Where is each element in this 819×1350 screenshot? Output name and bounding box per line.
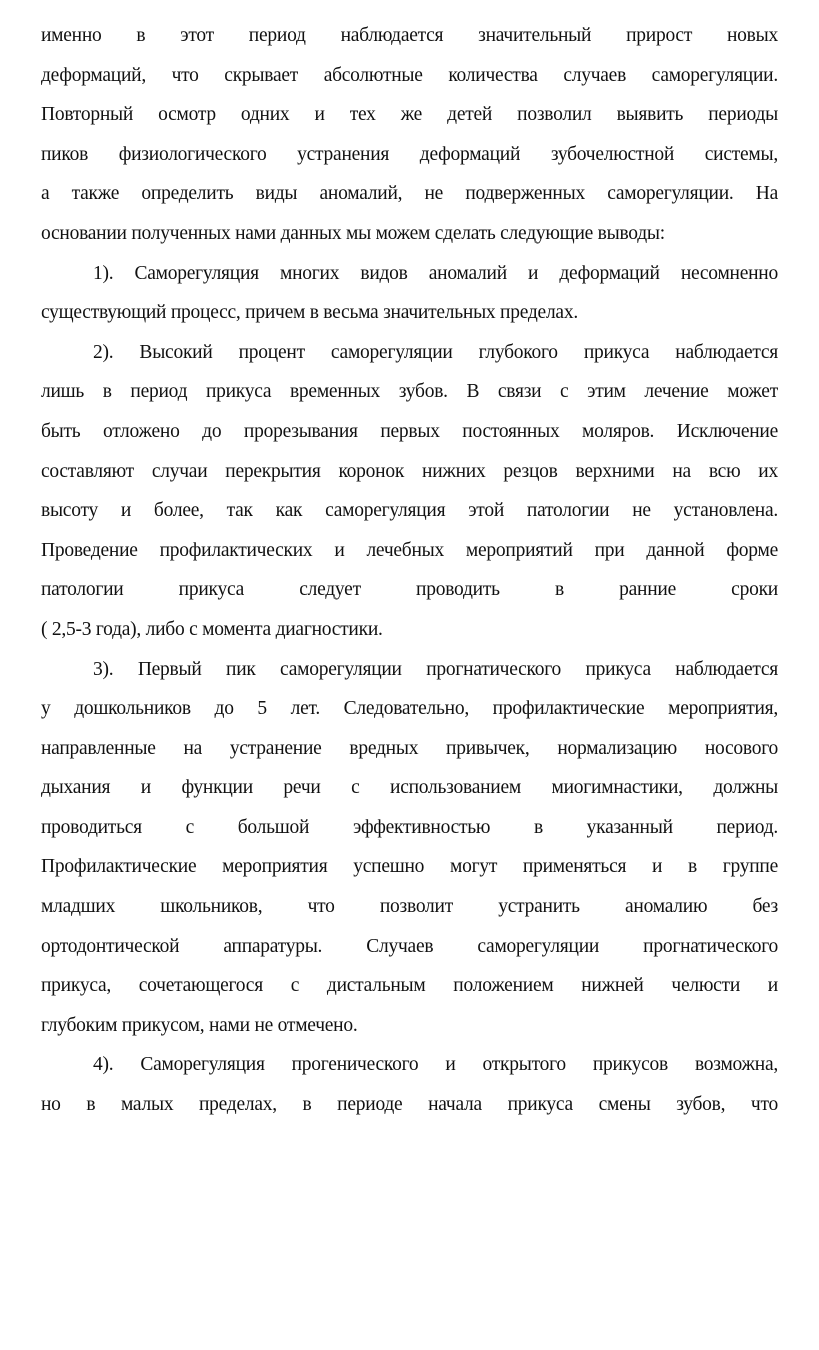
text-line: направленные на устранение вредных привычек, нормализацию носового bbox=[41, 737, 778, 759]
text-line: проводиться с большой эффективностью в указанный период. bbox=[41, 816, 778, 838]
text-line: 1). Саморегуляция многих видов аномалий и деформаций несомненно bbox=[93, 262, 778, 284]
text-line: именно в этот период наблюдается значительный прирост новых bbox=[41, 25, 778, 46]
text-line: но в малых пределах, в периоде начала прикуса смены зубов, что bbox=[41, 1094, 778, 1116]
text-line: существующий процесс, причем в весьма значительных пределах. bbox=[41, 302, 578, 324]
text-line: деформаций, что скрывает абсолютные количества случаев саморегуляции. bbox=[41, 64, 778, 86]
text-line: Профилактические мероприятия успешно могут применяться и в группе bbox=[41, 856, 778, 878]
text-line: высоту и более, так как саморегуляция этой патологии не установлена. bbox=[41, 500, 778, 522]
text-line: Повторный осмотр одних и тех же детей позволил выявить периоды bbox=[41, 104, 778, 126]
text-line: пиков физиологического устранения деформаций зубочелюстной системы, bbox=[41, 143, 778, 165]
document-page bbox=[41, 16, 778, 1125]
text-line: у дошкольников до 5 лет. Следовательно, профилактические мероприятия, bbox=[41, 698, 778, 720]
text-line: прикуса, сочетающегося с дистальным положением нижней челюсти и bbox=[41, 975, 778, 997]
text-line: составляют случаи перекрытия коронок нижних резцов верхними на всю их bbox=[41, 460, 778, 482]
text-line: ортодонтической аппаратуры. Случаев саморегуляции прогнатического bbox=[41, 935, 778, 957]
text-line: 4). Саморегуляция прогенического и открытого прикусов возможна, bbox=[93, 1054, 778, 1076]
text-line: 2). Высокий процент саморегуляции глубокого прикуса наблюдается bbox=[93, 341, 778, 363]
text-line: а также определить виды аномалий, не подверженных саморегуляции. На bbox=[41, 183, 778, 205]
text-line: быть отложено до прорезывания первых постоянных моляров. Исключение bbox=[41, 420, 778, 442]
text-line: 3). Первый пик саморегуляции прогнатического прикуса наблюдается bbox=[93, 658, 778, 680]
text-line: Проведение профилактических и лечебных мероприятий при данной форме bbox=[41, 539, 778, 561]
text-line: младших школьников, что позволит устранить аномалию без bbox=[41, 896, 778, 918]
text-line: лишь в период прикуса временных зубов. В связи с этим лечение может bbox=[41, 381, 778, 403]
text-line: патологии прикуса следует проводить в ранние сроки bbox=[41, 579, 778, 601]
text-line: дыхания и функции речи с использованием миогимнастики, должны bbox=[41, 777, 778, 799]
text-line: основании полученных нами данных мы можем сделать следующие выводы: bbox=[41, 222, 665, 244]
text-line: глубоким прикусом, нами не отмечено. bbox=[41, 1014, 358, 1036]
text-line: ( 2,5-3 года), либо с момента диагностики. bbox=[41, 618, 383, 640]
